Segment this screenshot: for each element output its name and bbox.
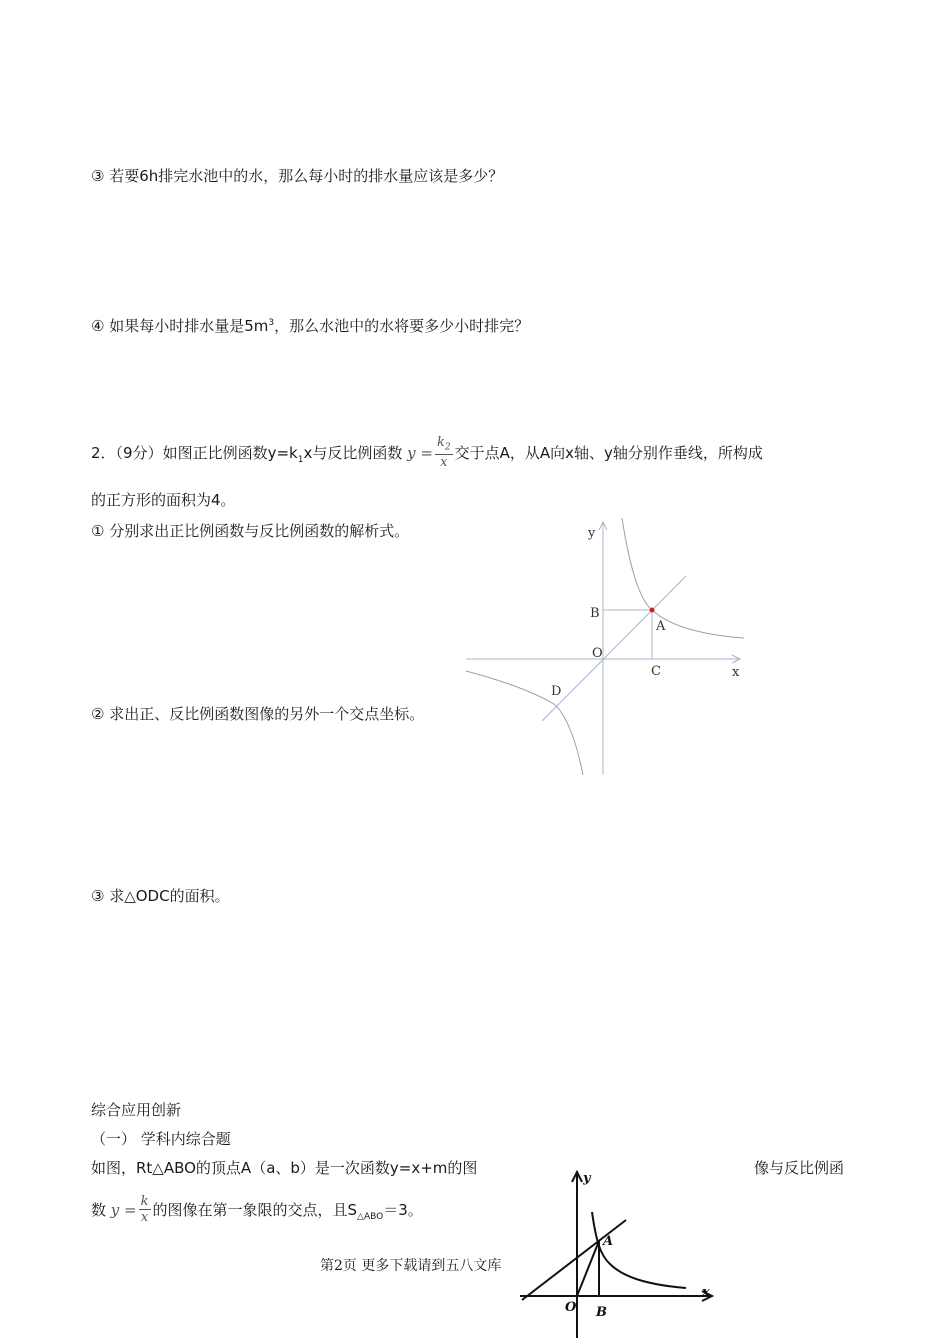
question-4: [91, 313, 529, 336]
fig1-label-x: x: [732, 665, 740, 680]
fig2-label-b: B: [596, 1305, 607, 1320]
p3-fraction-numerator: k: [140, 1194, 149, 1209]
fig1-label-c: C: [651, 664, 661, 679]
p2-fraction-denominator: x: [440, 455, 448, 471]
page-footer: 第2页 更多下载请到五八文库: [320, 1258, 502, 1274]
p2-text-b: x与反比例函数: [303, 444, 403, 462]
problem-2-line-2: 的正方形的面积为4。: [91, 491, 236, 509]
p2-text-a: 2．（9分）如图正比例函数y=k: [91, 444, 298, 462]
p3-text-c: 数: [91, 1201, 107, 1219]
proportional-line: [542, 576, 686, 721]
p2-y-equals: y =: [407, 444, 433, 462]
p2-fraction-numerator: k: [436, 434, 445, 450]
fig2-label-y: y: [583, 1171, 591, 1186]
fig1-label-y: y: [588, 526, 596, 541]
fig2-label-o: O: [565, 1300, 577, 1315]
fig2-linear-function-line: [522, 1220, 626, 1300]
fig1-label-o: O: [592, 646, 603, 661]
fig1-label-d: D: [551, 684, 562, 699]
fig1-label-b: B: [590, 606, 600, 621]
problem-3-line-1-end: 像与反比例函: [754, 1159, 845, 1177]
p3-fraction: [139, 1195, 151, 1226]
p3-y-equals: y =: [110, 1201, 137, 1219]
fig2-hyperbola: [592, 1212, 686, 1288]
figure-proportional-functions: [460, 510, 760, 780]
question-3: ③ 若要6h排完水池中的水，那么每小时的排水量应该是多少？: [91, 167, 504, 185]
section-title: 综合应用创新: [91, 1101, 182, 1119]
problem-2-sub-question-3: ③ 求△ODC的面积。: [91, 887, 230, 905]
p3-text-e: ＝3。: [383, 1201, 423, 1219]
q4-text-b: ，那么水池中的水将要多少小时排完？: [274, 317, 530, 335]
problem-3-line-2: [91, 1190, 423, 1237]
fig2-label-a: A: [603, 1234, 614, 1249]
p2-fraction: [435, 436, 453, 472]
figure-triangle-abo: [515, 1165, 725, 1344]
problem-2-line-1: [91, 433, 763, 480]
problem-2-sub-question-1: ① 分别求出正比例函数与反比例函数的解析式。: [91, 522, 410, 540]
p3-text-d: 的图像在第一象限的交点，且S: [152, 1201, 358, 1219]
fig1-label-a: A: [656, 619, 666, 634]
hyperbola-branch-third-quadrant: [466, 671, 583, 775]
problem-2-sub-question-2: ② 求出正、反比例函数图像的另外一个交点坐标。: [91, 705, 425, 723]
section-subtitle: （一） 学科内综合题: [91, 1130, 231, 1148]
p3-fraction-denominator: x: [140, 1210, 149, 1225]
fig2-label-x: x: [702, 1285, 710, 1300]
q4-text-a: ④ 如果每小时排水量是5m: [91, 317, 269, 335]
p2-text-c: 交于点A，从A向x轴、y轴分别作垂线，所构成: [454, 444, 763, 462]
problem-3-line-1: 如图，Rt△ABO的顶点A（a、b）是一次函数y=x+m的图: [91, 1159, 478, 1177]
q4-superscript: 3: [268, 318, 275, 328]
hyperbola-branch-first-quadrant: [622, 518, 744, 638]
p2-fraction-numerator-sub: 2: [444, 442, 451, 453]
p2-k1-subscript: 1: [297, 455, 304, 465]
p3-subscript: △ABO: [357, 1212, 384, 1222]
point-a-marker: [650, 608, 655, 613]
